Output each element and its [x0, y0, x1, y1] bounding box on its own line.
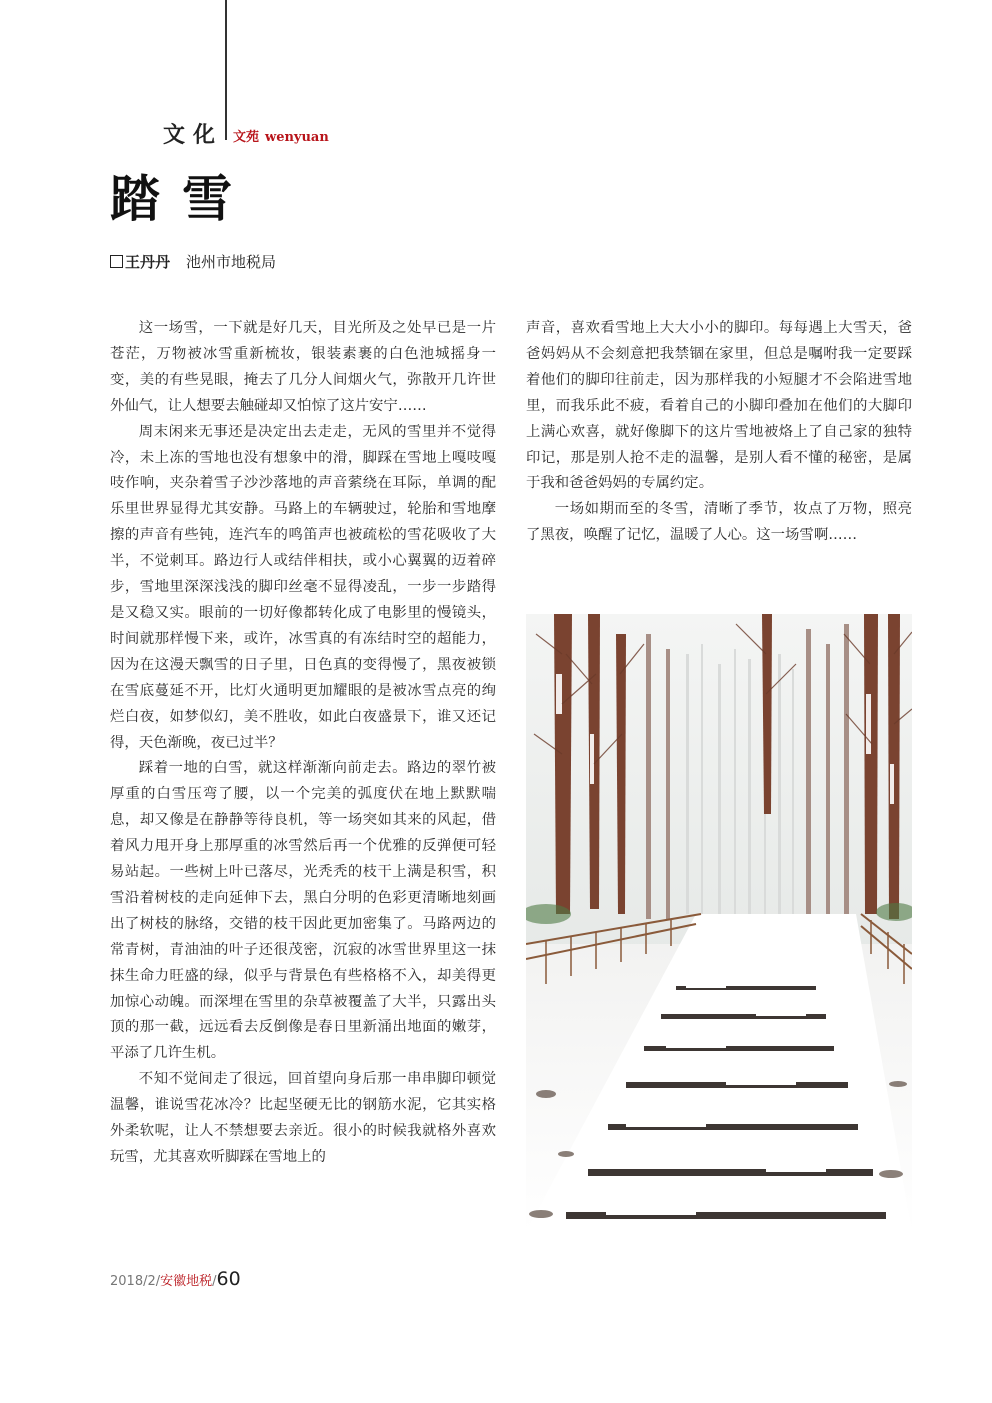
footer-separator: / [212, 1274, 217, 1289]
footer-magazine: 安徽地税 [160, 1274, 213, 1289]
paragraph: 周末闲来无事还是决定出去走走，无风的雪里并不觉得冷，未上冻的雪地也没有想象中的滑，脚踩在雪地上嘎吱嘎吱作响，夹杂着雪子沙沙落地的声音萦绕在耳际，单调的配乐里世界显得尤其安静。马路上的车辆驶过，轮胎和雪地摩擦的声音有些钝，连汽车的鸣笛声也被疏松的雪花吸收了大半，不觉刺耳。路边行人或结伴相扶，或小心翼翼的迈着碎步，雪地里深深浅浅的脚印丝毫不显得凌乱，一步一步踏得是又稳又实。眼前的一切好像都转化成了电影里的慢镜头，时间就那样慢下来，或许，冰雪真的有冻结时空的超能力，因为在这漫天飘雪的日子里，日色真的变得慢了，黑夜被锁在雪底蔓延不开，比灯火通明更加耀眼的是被冰雪点亮的绚烂白夜，如梦似幻，美不胜收，如此白夜盛景下，谁又还记得，天色渐晚，夜已过半？ [110, 423, 496, 751]
page-number: 60 [216, 1268, 241, 1290]
snow-forest-photo [526, 614, 912, 1232]
paragraph: 不知不觉间走了很远，回首望向身后那一串串脚印顿觉温馨，谁说雪花冰冷？比起坚硬无比的钢筋水泥，它其实格外柔软呢，让人不禁想要去亲近。很小的时候我就格外喜欢玩雪，尤其喜欢听脚踩在雪地上的 [110, 1071, 496, 1165]
section-header [163, 118, 329, 149]
author-name: 王丹丹 [125, 253, 171, 271]
byline-box-icon [110, 255, 123, 268]
section-subtitle-en: wenyuan [265, 130, 329, 145]
byline [110, 251, 276, 272]
footer-issue: 2018/2/ [110, 1274, 161, 1289]
author-affiliation: 池州市地税局 [186, 253, 277, 271]
paragraph: 一场如期而至的冬雪，清晰了季节，妆点了万物，照亮了黑夜，唤醒了记忆，温暖了人心。这一场雪啊…… [526, 501, 912, 544]
section-subtitle [233, 126, 329, 145]
header-divider-line [225, 0, 227, 140]
paragraph: 这一场雪，一下就是好几天，目光所及之处早已是一片苍茫，万物被冰雪重新梳妆，银装素裹的白色池城摇身一变，美的有些晃眼，掩去了几分人间烟火气，弥散开几许世外仙气，让人想要去触碰却又怕惊了这片安宁…… [110, 320, 496, 414]
snow-forest-illustration [526, 614, 912, 1232]
article-title: 踏雪 [110, 170, 254, 228]
section-title: 文化 [163, 123, 224, 148]
paragraph: 踩着一地的白雪，就这样渐渐向前走去。路边的翠竹被厚重的白雪压弯了腰，以一个完美的弧度伏在地上默默喘息，却又像是在静静等待良机，等一场突如其来的风起，借着风力甩开身上那厚重的冰雪然后再一个优雅的反弹便可轻易站起。一些树上叶已落尽，光秃秃的枝干上满是积雪，积雪沿着树枝的走向延伸下去，黑白分明的色彩更清晰地刻画出了树枝的脉络，交错的枝干因此更加密集了。马路两边的常青树，青油油的叶子还很茂密，沉寂的冰雪世界里这一抹抹生命力旺盛的绿，似乎与背景色有些格格不入，却美得更加惊心动魄。而深埋在雪里的杂草被覆盖了大半，只露出头顶的那一截，远远看去反倒像是春日里新涌出地面的嫩芽，平添了几许生机。 [110, 760, 496, 1062]
page-footer [110, 1268, 241, 1290]
section-subtitle-cn: 文苑 [233, 130, 260, 145]
paragraph: 声音，喜欢看雪地上大大小小的脚印。每每遇上大雪天，爸爸妈妈从不会刻意把我禁锢在家里，但总是嘱咐我一定要踩着他们的脚印往前走，因为那样我的小短腿才不会陷进雪地里，而我乐此不疲，看着自己的小脚印叠加在他们的大脚印上满心欢喜，就好像脚下的这片雪地被烙上了自己家的独特印记，那是别人抢不走的温馨，是别人看不懂的秘密，是属于我和爸爸妈妈的专属约定。 [526, 320, 912, 492]
article-column-right [526, 316, 912, 549]
article-column-left [110, 316, 496, 1171]
